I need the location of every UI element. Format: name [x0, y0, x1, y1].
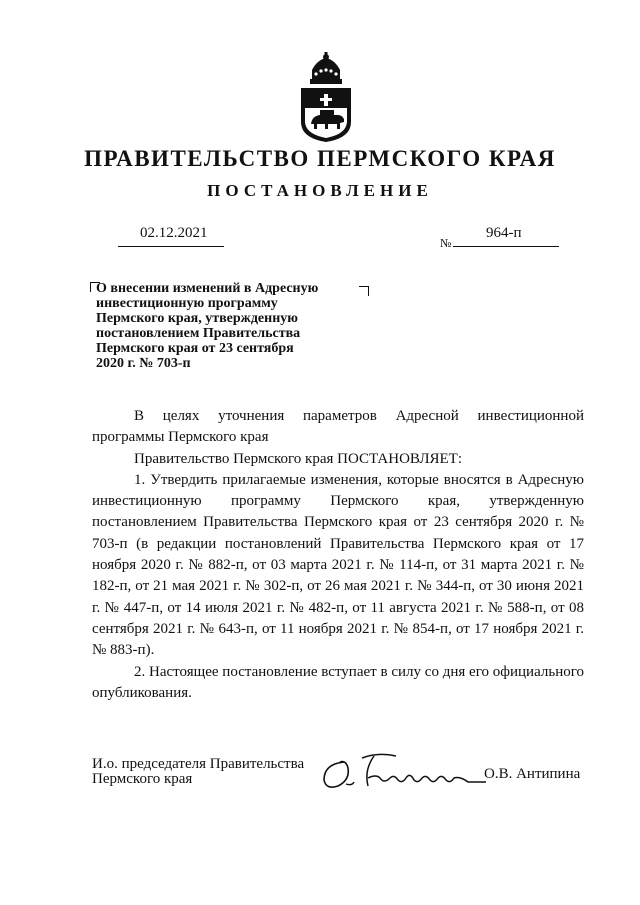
- number-underline: [453, 246, 559, 247]
- item-1-paragraph: 1. Утвердить прилагаемые изменения, которые вносятся в Адресную инвестиционную программу Пермского края, утвержденную постановлением Правительства Пермского края от 23 сентября 2020 г. № 703-п (в редакции постановлений Правительства Пермского края от 17 ноября 2020 г. № 882-п, от 03 марта 2021 г. № 114-п, от 31 марта 2021 г. № 182-п, от 21 мая 2021 г. № 302-п, от 26 мая 2021 г. № 344-п, от 30 июня 2021 г. № 447-п, от 14 июля 2021 г. № 482-п, от 11 августа 2021 г. № 588-п, от 08 сентября 2021 г. № 643-п, от 11 ноября 2021 г. № 854-п, от 17 ноября 2021 г. № 883-п).: [92, 471, 584, 659]
- number-sign: №: [440, 236, 452, 250]
- subject-line: 2020 г. № 703-п: [96, 356, 191, 371]
- document-body: [92, 406, 584, 704]
- resolution-paragraph: Правительство Пермского края ПОСТАНОВЛЯЕТ:: [134, 450, 463, 467]
- document-type: ПОСТАНОВЛЕНИЕ: [207, 181, 433, 200]
- signatory-position: [92, 757, 304, 787]
- position-line-2: Пермского края: [92, 771, 193, 787]
- item-2-paragraph: 2. Настоящее постановление вступает в силу со дня его официального опубликования.: [92, 663, 584, 701]
- subject-line: Пермского края, утвержденную: [96, 311, 298, 326]
- date-underline: [118, 246, 224, 247]
- subject-line: О внесении изменений в Адресную: [96, 281, 319, 296]
- signatory-name: О.В. Антипина: [484, 766, 581, 782]
- intro-paragraph: В целях уточнения параметров Адресной инвестиционной программы Пермского края: [92, 408, 584, 446]
- subject-line: Пермского края от 23 сентября: [96, 341, 294, 356]
- document-date: 02.12.2021: [140, 225, 208, 241]
- subject-line: инвестиционную программу: [96, 296, 278, 311]
- document-number: 964-п: [486, 225, 522, 241]
- government-title: ПРАВИТЕЛЬСТВО ПЕРМСКОГО КРАЯ: [84, 146, 556, 171]
- coat-of-arms-emblem: [298, 52, 354, 144]
- subject-line: постановлением Правительства: [96, 326, 301, 341]
- position-line-1: И.о. председателя Правительства: [92, 756, 305, 772]
- handwritten-signature: [318, 748, 488, 796]
- document-subject: [96, 281, 366, 371]
